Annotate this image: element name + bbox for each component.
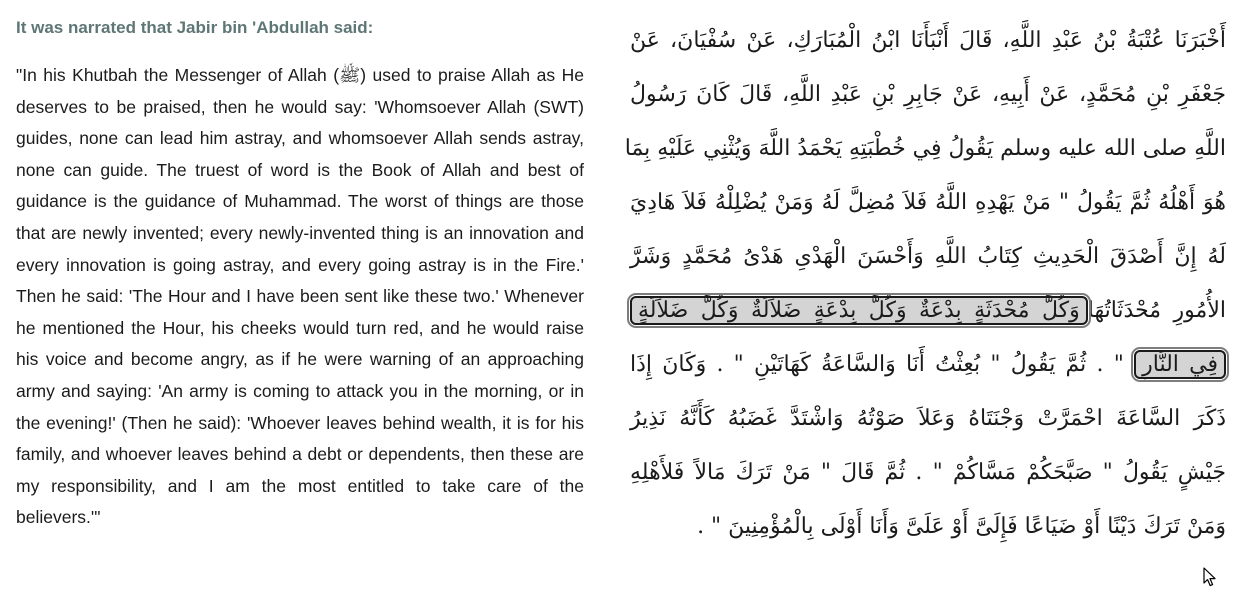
arabic-text: الأُمُورِ مُحْدَثَاتُهَا	[1087, 298, 1226, 323]
arabic-line: اللَّهِ صلى الله عليه وسلم يَقُولُ فِي خُطْبَتِهِ يَحْمَدُ اللَّهَ وَيُثْنِي عَلَيْهِ بِمَا	[624, 136, 1226, 161]
arabic-line	[630, 338, 1226, 392]
arabic-line: أَخْبَرَنَا عُتْبَةُ بْنُ عَبْدِ اللَّهِ، قَالَ أَنْبَأَنَا ابْنُ الْمُبَارَكِ، عَنْ سُفْيَانَ، عَنْ	[630, 28, 1226, 53]
english-hadith-text: "In his Khutbah the Messenger of Allah (ﷺ) used to praise Allah as He deserves to be praised, then he would say: 'Whomsoever Allah (SWT) guides, none can lead him astray, and whomsoever Allah sends astray, none can guide. The truest of word is the Book of Allah and best of guidance is the guidance of Muhammad. The worst of things are those that are newly invented; every newly-invented thing is an innovation and every innovation is going astray, and every going astray is in the Fire.' Then he said: 'The Hour and I have been sent like these two.' Whenever he mentioned the Hour, his cheeks would turn red, and he would raise his voice and become angry, as if he were warning of an approaching army and saying: 'An army is coming to attack you in the morning, or in the evening!' (Then he said): 'Whoever leaves behind wealth, it is for his family, and whoever leaves behind a debt or dependents, then these are my responsibility, and I am the most entitled to take care of the believers.'"	[16, 65, 584, 528]
arabic-line: ذَكَرَ السَّاعَةَ احْمَرَّتْ وَجْنَتَاهُ وَعَلاَ صَوْتُهُ وَاشْتَدَّ غَضَبُهُ كَأَنَّهُ نَذِيرُ	[630, 406, 1226, 431]
arabic-line: هُوَ أَهْلُهُ ثُمَّ يَقُولُ " مَنْ يَهْدِهِ اللَّهُ فَلاَ مُضِلَّ لَهُ وَمَنْ يُضْلِلْهُ فَلاَ هَادِيَ	[630, 190, 1226, 215]
arabic-text: " . ثُمَّ يَقُولُ " بُعِثْتُ أَنَا وَالسَّاعَةُ كَهَاتَيْنِ " . وَكَانَ إِذَا	[630, 352, 1124, 377]
arabic-line: لَهُ إِنَّ أَصْدَقَ الْحَدِيثِ كِتَابُ اللَّهِ وَأَحْسَنَ الْهَدْىِ هَدْىُ مُحَمَّدٍ وَشَرَّ	[630, 244, 1226, 269]
narrator-heading: It was narrated that Jabir bin 'Abdullah said:	[16, 18, 374, 37]
arabic-text-selection[interactable]: فِي النَّارِ	[1134, 350, 1226, 379]
arabic-text-selection[interactable]: وَكُلَّ مُحْدَثَةٍ بِدْعَةٌ وَكُلَّ بِدْعَةٍ ضَلاَلَةٌ وَكُلَّ ضَلاَلَةٍ	[630, 296, 1088, 325]
arabic-line: جَيْشٍ يَقُولُ " صَبَّحَكُمْ مَسَّاكُمْ " . ثُمَّ قَالَ " مَنْ تَرَكَ مَالاً فَلأَهْلِهِ	[630, 460, 1226, 485]
arabic-panel	[624, 14, 1226, 554]
arabic-line: جَعْفَرِ بْنِ مُحَمَّدٍ، عَنْ أَبِيهِ، عَنْ جَابِرِ بْنِ عَبْدِ اللَّهِ، قَالَ كَانَ رَسُولُ	[630, 82, 1226, 107]
arabic-line: وَمَنْ تَرَكَ دَيْنًا أَوْ ضَيَاعًا فَإِلَىَّ أَوْ عَلَىَّ وَأَنَا أَوْلَى بِالْمُؤْمِنِينَ " .	[697, 514, 1226, 539]
mouse-pointer-icon	[1203, 567, 1217, 587]
english-panel	[16, 14, 584, 534]
arabic-line	[630, 284, 1226, 338]
